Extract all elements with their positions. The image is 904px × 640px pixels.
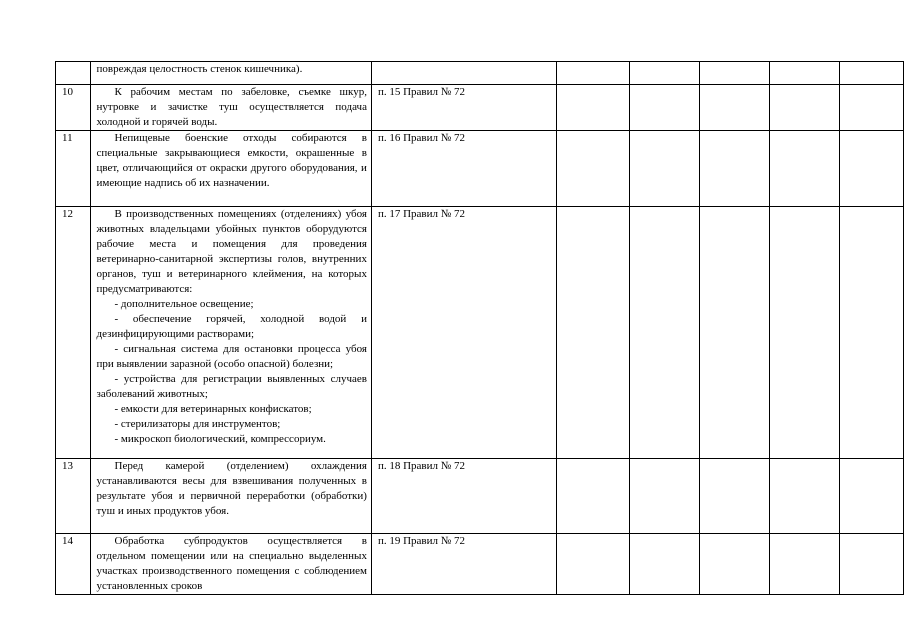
- requirement-list-item: - обеспечение горячей, холодной водой и дезинфицирующими растворами;: [96, 313, 367, 340]
- requirement-text: [90, 62, 371, 85]
- requirement-list-item: - емкости для ветеринарных конфискатов;: [114, 403, 312, 415]
- empty-cell: [839, 85, 903, 131]
- row-number: 12: [56, 207, 91, 459]
- empty-cell: [769, 85, 839, 131]
- legal-reference: п. 16 Правил № 72: [371, 131, 556, 207]
- empty-cell: [630, 62, 700, 85]
- table-row: [56, 459, 904, 534]
- requirement-text: [90, 534, 371, 595]
- legal-reference: п. 19 Правил № 72: [371, 534, 556, 595]
- row-number: 13: [56, 459, 91, 534]
- requirement-list-item: - устройства для регистрации выявленных случаев заболеваний животных;: [96, 373, 367, 400]
- requirement-list-item: - дополнительное освещение;: [114, 298, 254, 310]
- empty-cell: [839, 534, 903, 595]
- empty-cell: [556, 459, 629, 534]
- empty-cell: [769, 131, 839, 207]
- empty-cell: [700, 207, 770, 459]
- legal-reference: п. 17 Правил № 72: [371, 207, 556, 459]
- requirement-list-item: - стерилизаторы для инструментов;: [114, 418, 281, 430]
- legal-reference: [371, 62, 556, 85]
- empty-cell: [556, 85, 629, 131]
- empty-cell: [630, 85, 700, 131]
- empty-cell: [556, 62, 629, 85]
- requirement-paragraph: Перед камерой (отделением) охлаждения устанавливаются весы для взвешивания полученных в результате убоя и первичной переработки (обработки) туш и иных продуктов убоя.: [96, 460, 367, 517]
- table-row: [56, 62, 904, 85]
- empty-cell: [700, 459, 770, 534]
- empty-cell: [630, 207, 700, 459]
- empty-cell: [700, 85, 770, 131]
- row-number: 14: [56, 534, 91, 595]
- requirement-text: [90, 131, 371, 207]
- empty-cell: [839, 62, 903, 85]
- empty-cell: [700, 62, 770, 85]
- empty-cell: [839, 131, 903, 207]
- requirement-text: [90, 85, 371, 131]
- requirement-paragraph: Обработка субпродуктов осуществляется в отдельном помещении или на специально выделенных участках производственного помещения с соблюдением установленных сроков: [96, 535, 367, 592]
- table-row: [56, 207, 904, 459]
- empty-cell: [769, 62, 839, 85]
- requirement-text: [90, 207, 371, 459]
- table-row: [56, 131, 904, 207]
- requirement-paragraph: Непищевые боенские отходы собираются в специальные закрывающиеся емкости, окрашенные в цвет, отличающийся от окраски другого оборудования, и имеющие надпись об их назначении.: [96, 132, 367, 189]
- empty-cell: [769, 534, 839, 595]
- empty-cell: [839, 459, 903, 534]
- legal-reference: п. 18 Правил № 72: [371, 459, 556, 534]
- requirement-paragraph: повреждая целостность стенок кишечника).: [96, 63, 303, 75]
- requirement-list-item: - сигнальная система для остановки процесса убоя при выявлении заразной (особо опасной) болезни;: [96, 343, 367, 370]
- empty-cell: [556, 131, 629, 207]
- empty-cell: [630, 459, 700, 534]
- empty-cell: [630, 131, 700, 207]
- empty-cell: [700, 534, 770, 595]
- requirement-paragraph: К рабочим местам по забеловке, съемке шкур, нутровке и зачистке туш осуществляется подача холодной и горячей воды.: [96, 86, 367, 128]
- requirement-list-item: - микроскоп биологический, компрессориум.: [114, 433, 326, 445]
- empty-cell: [769, 207, 839, 459]
- empty-cell: [630, 534, 700, 595]
- legal-reference: п. 15 Правил № 72: [371, 85, 556, 131]
- table-row: [56, 534, 904, 595]
- empty-cell: [769, 459, 839, 534]
- empty-cell: [556, 534, 629, 595]
- row-number: [56, 62, 91, 85]
- table-row: [56, 85, 904, 131]
- checklist-table: [55, 61, 904, 595]
- requirement-paragraph: В производственных помещениях (отделениях) убоя животных владельцами убойных пунктов оборудуются рабочие места и помещения для проведения ветеринарно-санитарной экспертизы голов, внутренних органов, туш и ветеринарного клеймения, на которых предусматриваются:: [96, 208, 367, 295]
- requirement-text: [90, 459, 371, 534]
- empty-cell: [700, 131, 770, 207]
- row-number: 10: [56, 85, 91, 131]
- row-number: 11: [56, 131, 91, 207]
- empty-cell: [556, 207, 629, 459]
- empty-cell: [839, 207, 903, 459]
